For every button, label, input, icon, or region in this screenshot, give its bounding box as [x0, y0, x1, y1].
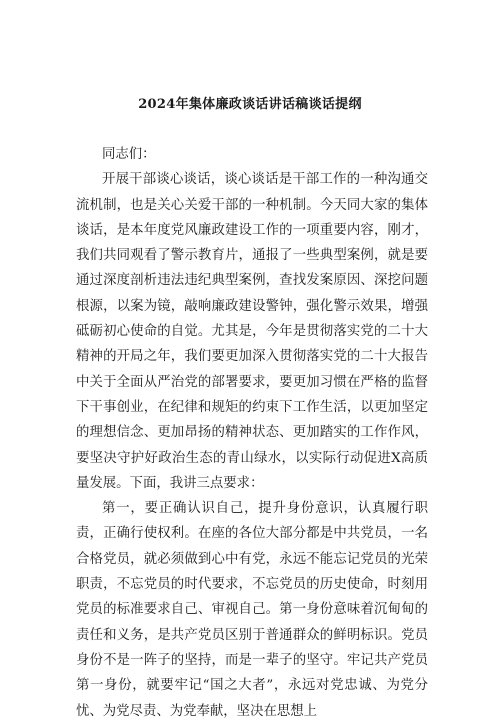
document-body: [76, 142, 428, 724]
paragraph-first-point: 第一，要正确认识自己，提升身份意识，认真履行职责，正确行使权利。在座的各位大部分都是中共党员，一名合格党员，就必须做到心中有党，永远不能忘记党员的光荣职责，不忘党员的时代要求，不忘党员的历史使命，时刻用党员的标准要求自己、审视自己。第一身份意味着沉甸甸的责任和义务，是共产党员区别于普通群众的鲜明标识。党员身份不是一阵子的坚持，而是一辈子的坚守。牢记共产党员第一身份，就要牢记“国之大者”，永远对党忠诚、为党分忧、为党尽责、为党奉献，坚决在思想上: [76, 501, 428, 719]
paragraph-opening: 开展干部谈心谈话，谈心谈话是干部工作的一种沟通交流机制，也是关心关爱干部的一种机制。今天同大家的集体谈话，是本年度党风廉政建设工作的一项重要内容，刚才，我们共同观看了警示教育片，通报了一些典型案例，就是要通过深度剖析违法违纪典型案例，查找发案原因、深挖问题根源，以案为镜，敲响廉政建设警钟，强化警示效果，增强砥砺初心使命的自觉。尤其是，今年是贯彻落实党的二十大精神的开局之年，我们要更加深入贯彻落实党的二十大报告中关于全面从严治党的部署要求，要更加习惯在严格的监督下干事创业，在纪律和规矩的约束下工作生活，以更加坚定的理想信念、更加昂扬的精神状态、更加踏实的工作作风，要坚决守护好政治生态的青山绿水，以实际行动促进X高质量发展。下面，我讲三点要求：: [76, 172, 428, 491]
salutation: 同志们：: [102, 147, 156, 162]
document-title: 2024年集体廉政谈话讲话稿谈话提纲: [138, 97, 362, 112]
